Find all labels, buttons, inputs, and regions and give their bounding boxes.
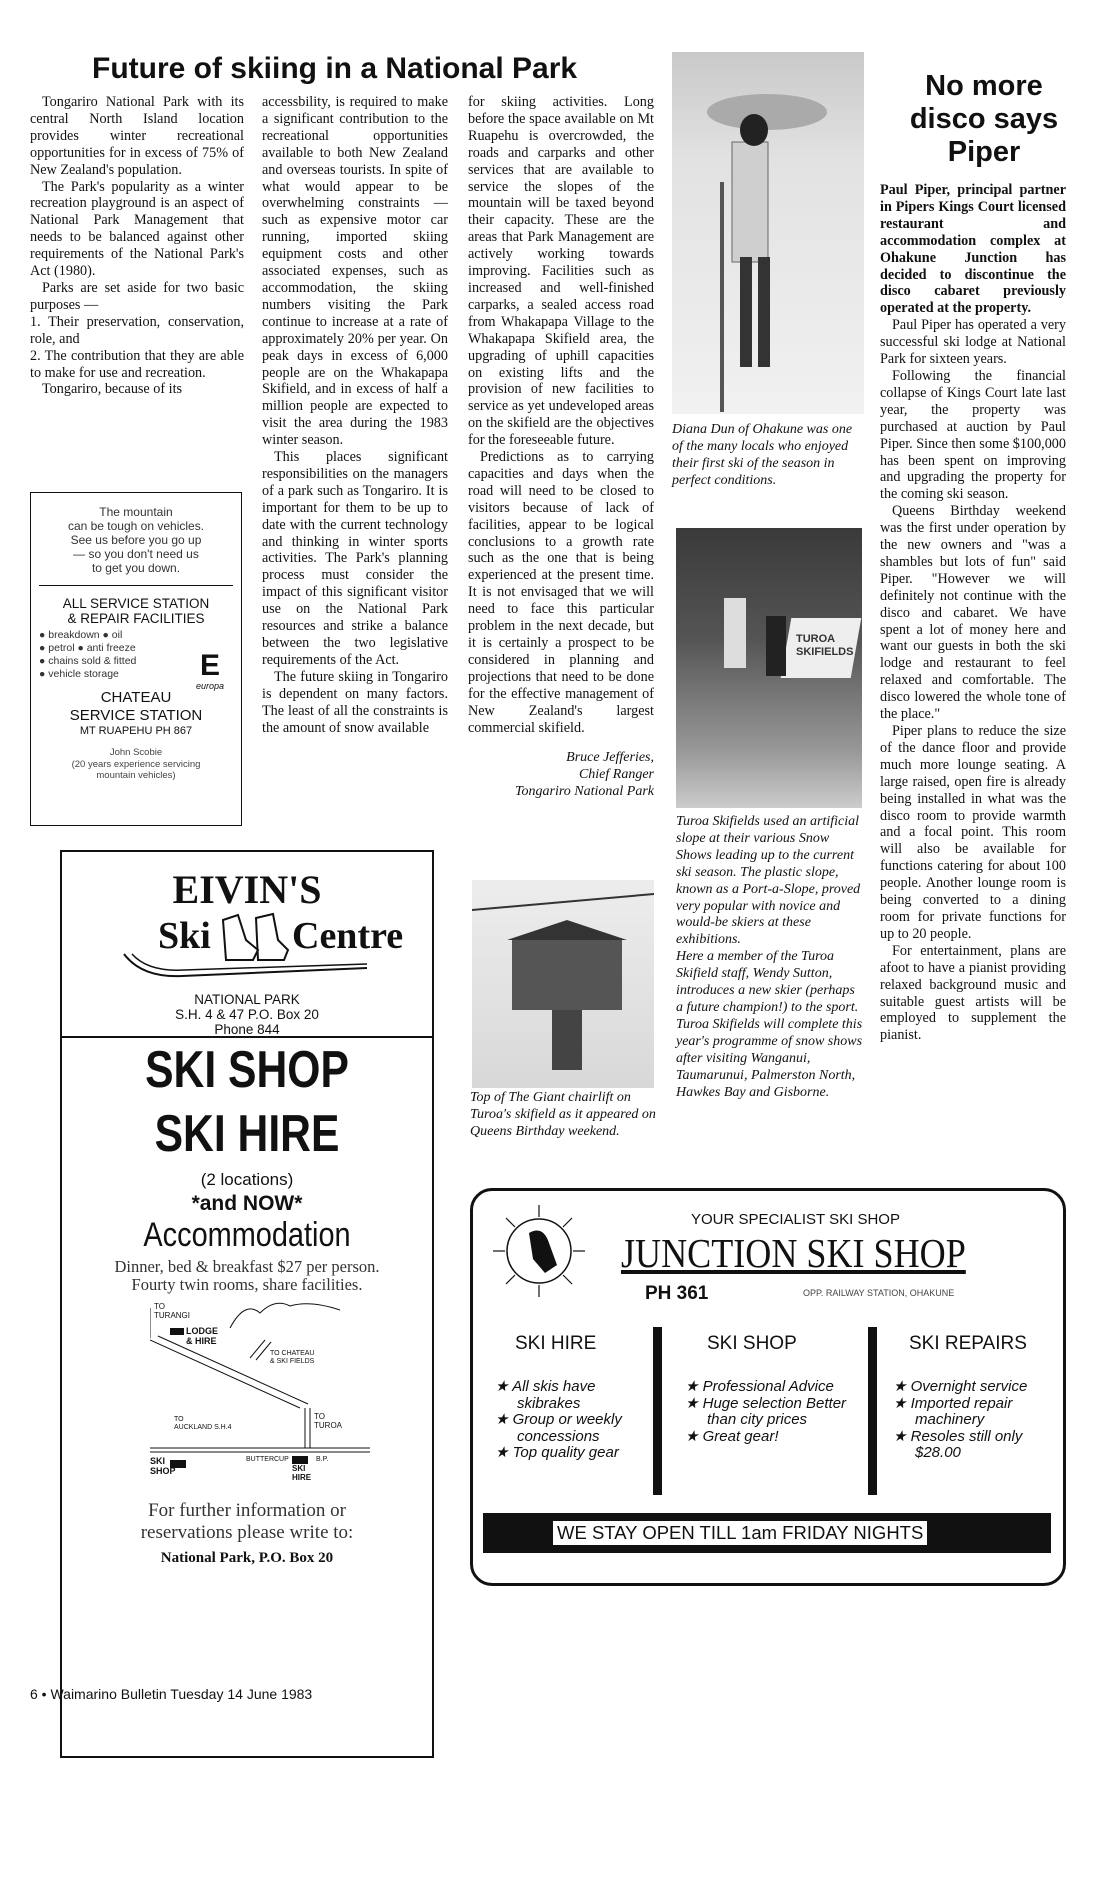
article-paragraph: Paul Piper has operated a very successful ski lodge at National Park for sixteen years. (880, 317, 1066, 368)
caption-photo-2 (676, 814, 864, 1101)
map-label-ski-shop (150, 1456, 176, 1476)
owner-name: John Scobie (109, 747, 163, 758)
map-label-line: HIRE (292, 1473, 312, 1482)
article-paragraph: This places significant responsibilities on the managers of a park such as Tongariro. It is important for them to be up to date with the current technology and thinking in winter sports activities. The Park's planning process must consider the impact of this significant visitor use on the National Park resources and strike a balance between the two legislative requirements of the Act. (262, 449, 448, 668)
list-item: ● breakdown ● oil (39, 629, 123, 641)
caption-photo-2b-text: Here a member of the Turoa Skifield staff, Wendy Sutton, introduces a new skier (perhaps a future champion!) to the sport. Turoa Skifields will complete this year's programme of snow shows after visiting Wanganui, Taumarunui, Palmerston North, Hawkes Bay and Gisborne. (676, 949, 863, 1100)
map-label-line: TO (174, 1416, 184, 1423)
article-paragraph: Predictions as to carrying capacities and days when the road will need to be closed to visitors because of lack of facilities, appear to be logical conclusions to a growth rate such as the one that is being experienced at the present time. It is not envisaged that we will need to face this particular problem in the next decade, but it is certainly a prospect to be considered in planning and projections that need to be done for the effective management of New Zealand's largest commercial skifield. (468, 449, 654, 736)
ad-intro-line: The mountain (99, 505, 173, 519)
column-title: SKI REPAIRS (909, 1333, 1027, 1354)
list-item: ★ All skis have skibrakes (495, 1378, 596, 1412)
ad-heading-line: ALL SERVICE STATION (62, 596, 210, 611)
further-line: For further information or (148, 1500, 346, 1521)
eivins-name: EIVIN'S (172, 867, 322, 912)
piper-headline (880, 70, 1088, 169)
feature-list (685, 1379, 855, 1445)
caption-photo-1: Diana Dun of Ohakune was one of the many locals who enjoyed their first ski of the season in perfect conditions. (672, 422, 853, 488)
column-title: SKI HIRE (515, 1333, 597, 1354)
and-now: *and NOW* (191, 1192, 303, 1215)
skier-figure (672, 52, 864, 414)
col-divider-2 (868, 1327, 877, 1495)
shop-phone: PH 361 (645, 1283, 709, 1304)
article-paragraph: Piper plans to reduce the size of the dance floor and provide much more lounge seating. A large raised, open fire is already being installed in what was the disco room to provide warmth and a focal point. This room will also be available for functions catering for about 100 people. Another lounge room is being converted to a dining room for private functions for up to 20 people. (880, 723, 1066, 942)
address-line: NATIONAL PARK (194, 992, 300, 1007)
eivins-centre-word: Centre (292, 915, 404, 957)
map-label-turangi (154, 1302, 190, 1320)
eivins-ski-word: Ski (158, 915, 211, 957)
page-footer: 6 • Waimarino Bulletin Tuesday 14 June 1983 (30, 1686, 313, 1702)
feature-text: Huge selection Better than city prices (702, 1394, 847, 1428)
further-line: reservations please write to: (140, 1522, 354, 1543)
feature-text: Overnight service (910, 1378, 1028, 1395)
list-item: ● petrol ● anti freeze (39, 642, 136, 654)
caption-photo-3: Top of The Giant chairlift on Turoa's skifield as it appeared on Queens Birthday weekend. (470, 1090, 656, 1139)
service-col-hire (495, 1333, 645, 1462)
piper-lead: Paul Piper, principal partner in Pipers Kings Court licensed restaurant and accommodation complex at Ohakune Junction has decided to discontinue the disco cabaret previously operated at the property. (880, 182, 1066, 317)
article-paragraph: accessbility, is required to make a significant contribution to the recreational opportunities available to both New Zealand and overseas tourists. In spite of what would appear to be overwhelming constraints — such as expensive motor car running, imported skiing equipment costs and other associated expenses, such as accommodation, the skiing numbers visiting the Park continue to increase at a rate of approximately 20% per year. On peak days in excess of 6,000 people are on the Whakapapa Skifield, and in excess of half a million people are expected to visit the area during the 1983 winter season. (262, 94, 448, 449)
article-col-3 (468, 94, 654, 801)
hours-banner-text: WE STAY OPEN TILL 1am FRIDAY NIGHTS (553, 1521, 927, 1545)
divider (39, 585, 233, 586)
feature-text: Group or weekly concessions (512, 1411, 622, 1445)
article-paragraph: Queens Birthday weekend was the first under operation by the new owners and "was a shambles but lots of fun" said Piper. "However we will definitely not continue with the disco and cabaret. We have spent a lot of money here and want our guests in both the ski lodge and restaurant to feel relaxed and comfortable. The disco lowered the whole tone of the place." (880, 503, 1066, 723)
map-label-lodge (186, 1326, 218, 1346)
ski-hire-heading: SKI HIRE (154, 1105, 340, 1163)
photo-skier-diana (672, 52, 864, 414)
article-paragraph: Parks are set aside for two basic purposes — (30, 279, 244, 313)
article-paragraph: Tongariro National Park with its central North Island location provides winter recreational opportunities for in excess of 75% of New Zealand's population. (30, 94, 244, 178)
headline: Future of skiing in a National Park (92, 52, 578, 85)
business-name (31, 689, 241, 725)
business-name-line: CHATEAU (100, 689, 172, 706)
phone-number: MT RUAPEHU PH 867 (79, 725, 193, 737)
feature-text: Top quality gear (512, 1444, 619, 1461)
ski-swoosh-icon (122, 952, 372, 980)
map-label-line: LODGE (186, 1326, 219, 1336)
piper-headline-line: Piper (947, 136, 1021, 168)
map-label-bp: B.P. (316, 1456, 329, 1463)
skier-figure-b (766, 616, 786, 676)
photo-chairlift (472, 880, 654, 1088)
article-paragraph: The future skiing in Tongariro is dependent on many factors. The least of all the constraints is the amount of snow available (262, 668, 448, 736)
postal-address: National Park, P.O. Box 20 (160, 1550, 334, 1566)
address-line: Phone 844 (214, 1022, 280, 1037)
feature-list (495, 1379, 645, 1462)
map-label-line: SKI (292, 1464, 306, 1473)
ad-heading (31, 596, 241, 626)
article-paragraph: The Park's popularity as a winter recreation playground is an aspect of National Park Management that needs to be balanced against other requirements of the National Park's Act (1980). (30, 178, 244, 280)
piper-headline-line: No more (925, 70, 1043, 102)
experience-line: mountain vehicles) (96, 770, 176, 781)
article-col-1 (30, 94, 244, 398)
map-label-line: TO (154, 1302, 165, 1311)
ad-heading-line: & REPAIR FACILITIES (67, 611, 205, 626)
photo-turoa-slope (676, 528, 862, 808)
feature-text: Resoles still only $28.00 (910, 1427, 1023, 1461)
ski-shop-heading: SKI SHOP (145, 1041, 349, 1099)
skier-figure-a (724, 598, 746, 668)
article-paragraph: Tongariro, because of its (42, 381, 183, 398)
service-col-shop (685, 1333, 855, 1445)
map-label-line: SKI (150, 1456, 166, 1466)
list-item: ★ Great gear! (685, 1427, 779, 1445)
list-item: ★ Overnight service (893, 1378, 1028, 1395)
list-item: ★ Group or weekly concessions (495, 1411, 622, 1445)
map-label-line: TO (314, 1412, 325, 1421)
owner-info (31, 747, 241, 782)
ad-intro-line: See us before you go up (70, 533, 202, 547)
location-map (150, 1298, 370, 1482)
list-item: ★ Huge selection Better than city prices (685, 1394, 847, 1428)
column-title: SKI SHOP (707, 1333, 797, 1354)
piper-headline-line: disco says (909, 103, 1059, 135)
europa-logo: E europa (193, 651, 227, 691)
shop-name: JUNCTION SKI SHOP (621, 1230, 966, 1276)
eivins-address (60, 992, 434, 1037)
col-divider-1 (653, 1327, 662, 1495)
article-paragraph: For entertainment, plans are afoot to have a pianist providing relaxed background music and suitable guest artists will be employed to supplement the pianist. (880, 942, 1066, 1044)
rate-line: Fourty twin rooms, share facilities. (131, 1275, 363, 1294)
map-label-turoa (314, 1412, 342, 1430)
hours-banner (483, 1513, 1051, 1553)
locations-note: (2 locations) (200, 1170, 294, 1189)
feature-text: Professional Advice (702, 1378, 834, 1395)
accommodation-rates (60, 1258, 434, 1294)
map-label-auckland (174, 1416, 232, 1432)
list-item: ★ Professional Advice (685, 1378, 834, 1395)
skier-emblem-icon (491, 1203, 587, 1299)
piper-article (880, 182, 1066, 1044)
article-paragraph: for skiing activities. Long before the space available on Mt Ruapehu is overcrowded, the roads and carparks and other services that are available to service the slopes of the mountain will be taxed beyond their capacity. These are the areas that Park Management are actively working towards improving. Facilities such as increased and well-finished carparks, a sealed access road from Whakapapa Village to the Whakapapa Skifield area, the upgrading of uphill capacities on existing lifts and the provision of new facilities to service as yet undeveloped areas on the skifield are the objectives for the foreseeable future. (468, 94, 654, 449)
europa-label: europa (195, 681, 225, 691)
junction-ski-shop-ad (470, 1188, 1066, 1586)
further-info (60, 1500, 434, 1544)
shop-location: OPP. RAILWAY STATION, OHAKUNE (803, 1288, 955, 1298)
ad-intro-line: can be tough on vehicles. (67, 519, 205, 533)
list-item: ★ Imported repair machinery (893, 1394, 1013, 1428)
rate-line: Dinner, bed & breakfast $27 per person. (114, 1257, 380, 1276)
map-label-line: SHOP (150, 1466, 176, 1476)
byline (468, 750, 654, 801)
chairlift-structure (472, 880, 654, 1088)
map-label-line: TO CHATEAU (270, 1350, 315, 1357)
byline-title: Chief Ranger (578, 767, 654, 783)
service-col-repairs (893, 1333, 1053, 1462)
article-paragraph: 2. The contribution that they are able to make for use and recreation. (30, 347, 244, 381)
list-item: ● chains sold & fitted (39, 655, 137, 667)
map-label-ski-hire (292, 1464, 311, 1482)
article-paragraph: Following the financial collapse of Kings Court late last year, the property was purchased at auction by Paul Piper. Since then some $100,000 has been spent on improving and upgrading the property for the coming ski season. (880, 367, 1066, 503)
byline-name: Bruce Jefferies, (566, 750, 654, 766)
map-label-chateau (270, 1350, 314, 1366)
map-label-line: TUROA (314, 1421, 342, 1430)
feature-list (893, 1379, 1053, 1462)
feature-text: All skis have skibrakes (512, 1378, 596, 1412)
map-label-buttercup: BUTTERCUP (246, 1456, 289, 1463)
list-item: ★ Top quality gear (495, 1444, 619, 1461)
article-col-2 (262, 94, 448, 736)
map-label-line: & HIRE (186, 1336, 217, 1346)
experience-line: (20 years experience servicing (71, 758, 201, 770)
ad-intro-line: — so you don't need us (73, 547, 199, 561)
caption-photo-2-text: Turoa Skifields used an artificial slope at their various Snow Shows leading up to the current ski season. The plastic slope, known as a Port-a-Slope, proved very popular with novice and would-be skiers at these exhibitions. (676, 814, 861, 948)
byline-org: Tongariro National Park (515, 784, 654, 800)
business-name-line: SERVICE STATION (69, 707, 203, 724)
feature-text: Imported repair machinery (910, 1394, 1013, 1428)
chateau-service-ad (30, 492, 242, 826)
map-label-line: AUCKLAND S.H.4 (174, 1424, 232, 1431)
list-item: ★ Resoles still only $28.00 (893, 1427, 1023, 1461)
address-line: S.H. 4 & 47 P.O. Box 20 (175, 1007, 319, 1022)
turoa-sign-text: TUROA SKIFIELDS (796, 633, 854, 658)
eivins-ad (60, 850, 434, 1896)
shop-tagline: YOUR SPECIALIST SKI SHOP (691, 1211, 900, 1228)
list-item: ● vehicle storage (39, 668, 119, 680)
article-paragraph: 1. Their preservation, conservation, role, and (30, 313, 244, 347)
accommodation-heading: Accommodation (143, 1216, 351, 1254)
ad-intro-line: to get you down. (91, 561, 181, 575)
map-label-line: TURANGI (154, 1311, 190, 1320)
feature-text: Great gear! (702, 1427, 779, 1445)
map-label-line: & SKI FIELDS (270, 1358, 315, 1365)
